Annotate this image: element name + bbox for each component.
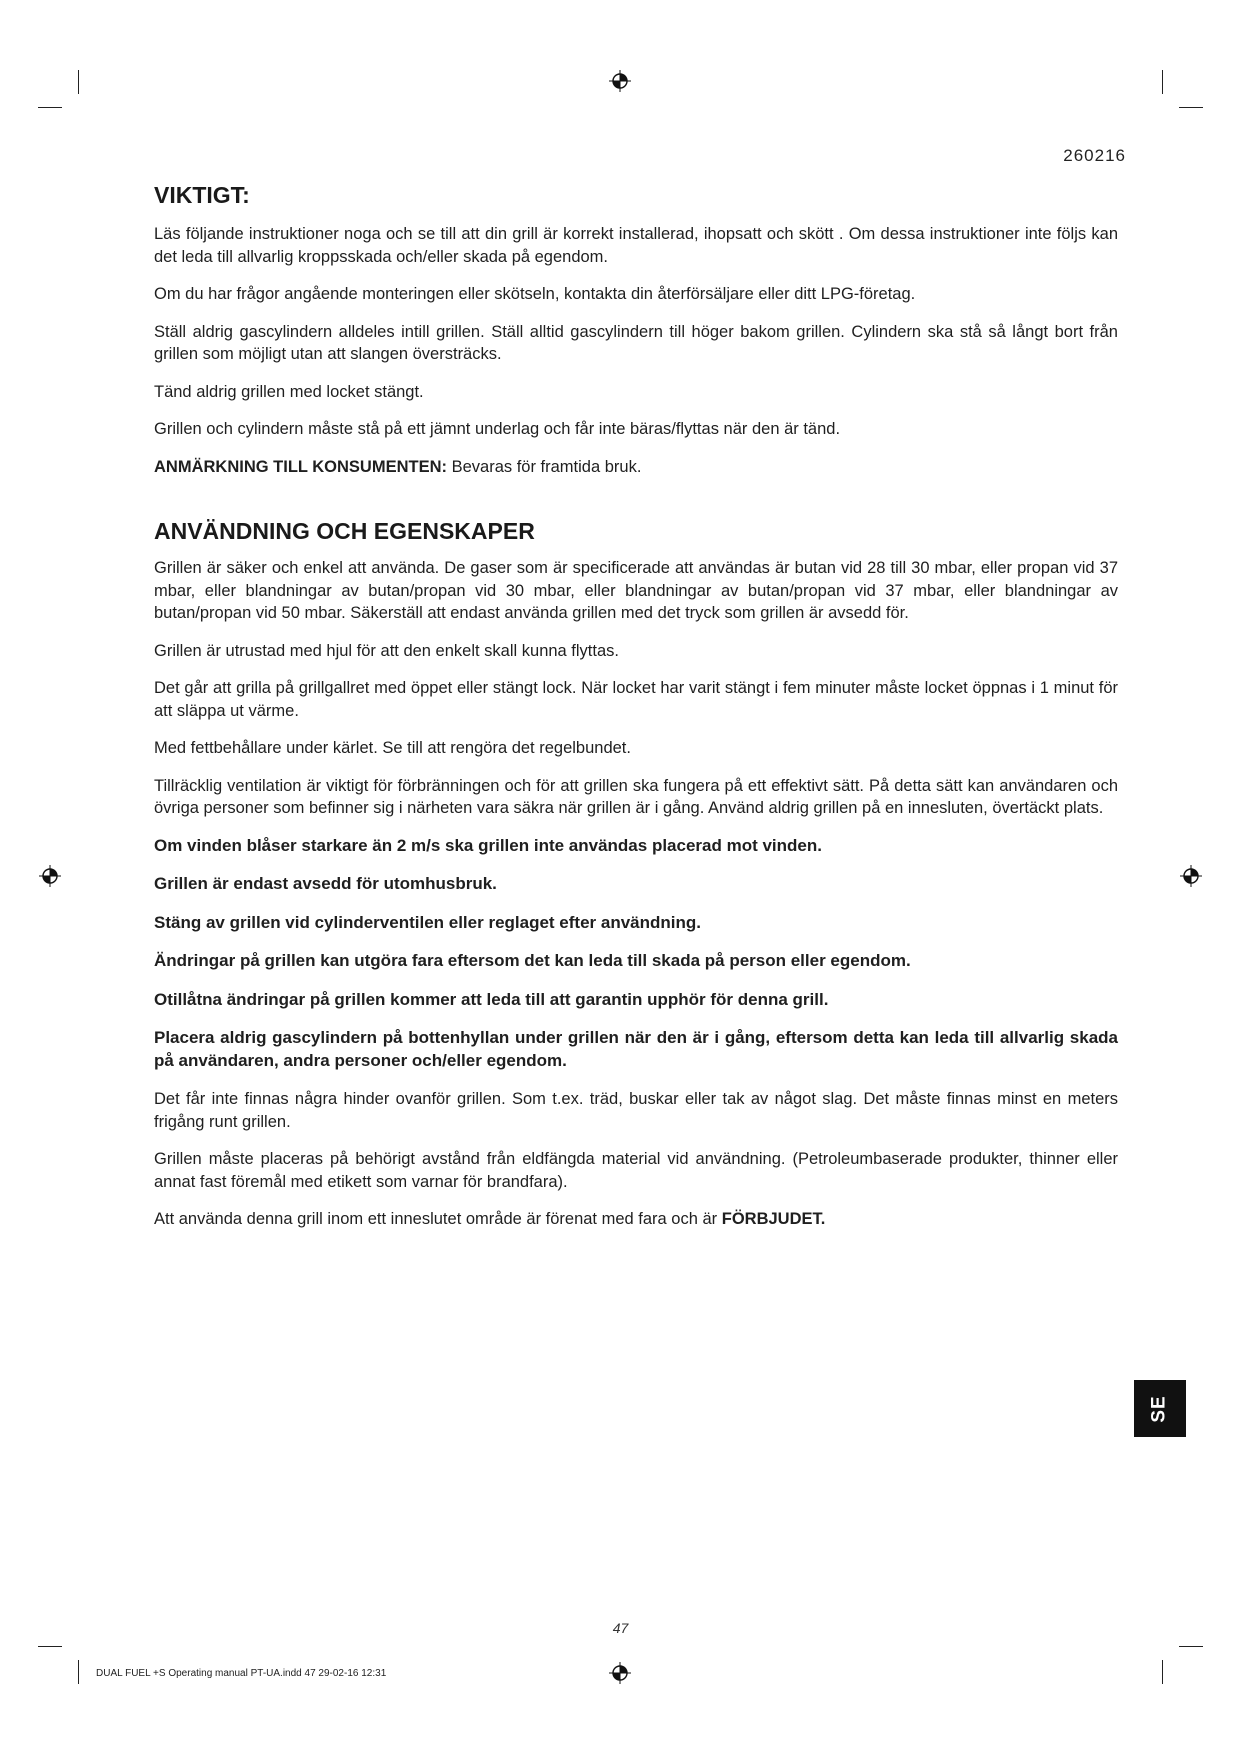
crop-mark-icon (1162, 70, 1163, 94)
usage-heading: ANVÄNDNING OCH EGENSKAPER (154, 518, 535, 544)
crop-mark-icon (1162, 1660, 1163, 1684)
paragraph: Grillen och cylindern måste stå på ett jämnt underlag och får inte bäras/flyttas när den är tänd. (154, 420, 841, 438)
crop-mark-icon (1179, 107, 1203, 108)
paragraph: Grillen måste placeras på behörigt avstånd från eldfängda material vid användning. (Petroleumbaserade produkter, thinner eller annat fast föremål med etikett som varnar för brandfara). (154, 1150, 1118, 1191)
print-slug: DUAL FUEL +S Operating manual PT-UA.indd 47 29-02-16 12:31 (96, 1668, 387, 1679)
consumer-note-label: ANMÄRKNING TILL KONSUMENTEN: (154, 457, 448, 476)
paragraph: Tänd aldrig grillen med locket stängt. (154, 382, 424, 401)
crop-mark-icon (78, 70, 79, 94)
paragraph: Läs följande instruktioner noga och se till att din grill är korrekt installerad, ihopsatt och skött . Om dessa instruktioner inte följs kan det leda till allvarlig kroppsskada och/eller skada på egendom. (154, 225, 1118, 266)
important-heading: VIKTIGT: (154, 182, 250, 208)
paragraph: Med fettbehållare under kärlet. Se till att rengöra det regelbundet. (154, 739, 631, 757)
paragraph: Grillen är säker och enkel att använda. De gaser som är specificerade att användas är butan vid 28 till 30 mbar, eller propan vid 37 mbar, eller blandningar av butan/propan vid 30 mbar, eller blandningar av butan/propan vid 37 mbar, eller blandningar av butan/propan vid 50 mbar. Säkerställ att endast använda grillen med det tryck som grillen är avsedd för. (154, 559, 1118, 622)
warning: Grillen är endast avsedd för utomhusbruk. (154, 874, 497, 893)
registration-mark-icon (1180, 865, 1202, 887)
document-code: 260216 (1063, 146, 1126, 165)
crop-mark-icon (1179, 1646, 1203, 1647)
paragraph: Ställ aldrig gascylindern alldeles intill grillen. Ställ alltid gascylindern till höger bakom grillen. Cylindern ska stå så långt bort från grillen som möjligt utan att slangen översträcks. (154, 322, 1118, 363)
prohibited-text: Att använda denna grill inom ett inneslutet område är förenat med fara och är (154, 1210, 722, 1228)
registration-mark-icon (609, 70, 631, 92)
paragraph (154, 1208, 1118, 1231)
warning: Ändringar på grillen kan utgöra fara eftersom det kan leda till skada på person eller egendom. (154, 951, 911, 970)
registration-mark-icon (609, 1662, 631, 1684)
paragraph: Det får inte finnas några hinder ovanför grillen. Som t.ex. träd, buskar eller tak av något slag. Det måste finnas minst en meters frigång runt grillen. (154, 1090, 1118, 1131)
language-tab-label: SE (1148, 1394, 1170, 1423)
paragraph: Grillen är utrustad med hjul för att den enkelt skall kunna flyttas. (154, 641, 619, 660)
page-number: 47 (612, 1620, 629, 1636)
paragraph: Tillräcklig ventilation är viktigt för förbränningen och för att grillen ska fungera på ett effektivt sätt. På detta sätt kan användaren och övriga personer som befinner sig i närheten vara säkra när grillen är i gång. Använd aldrig grillen på en innesluten, övertäckt plats. (154, 776, 1118, 817)
warning: Stäng av grillen vid cylinderventilen eller reglaget efter användning. (154, 912, 701, 932)
page-content (154, 182, 1118, 1246)
consumer-note (154, 456, 1118, 479)
paragraph: Om du har frågor angående monteringen eller skötseln, kontakta din återförsäljare eller ditt LPG-företag. (154, 285, 916, 303)
consumer-note-text: Bevaras för framtida bruk. (447, 457, 642, 476)
crop-mark-icon (38, 107, 62, 108)
paragraph: Det går att grilla på grillgallret med öppet eller stängt lock. När locket har varit stängt i fem minuter måste locket öppnas i 1 minut för att släppa ut värme. (154, 679, 1118, 720)
warning: Otillåtna ändringar på grillen kommer att leda till att garantin upphör för denna grill. (154, 989, 829, 1009)
warning: Om vinden blåser starkare än 2 m/s ska grillen inte användas placerad mot vinden. (154, 835, 822, 855)
crop-mark-icon (38, 1646, 62, 1647)
language-tab (1134, 1380, 1186, 1437)
prohibited-label: FÖRBJUDET. (721, 1210, 826, 1228)
warning: Placera aldrig gascylindern på bottenhyllan under grillen när den är i gång, eftersom detta kan leda till allvarlig skada på användaren, andra personer och/eller egendom. (154, 1028, 1118, 1070)
registration-mark-icon (39, 865, 61, 887)
crop-mark-icon (78, 1660, 79, 1684)
